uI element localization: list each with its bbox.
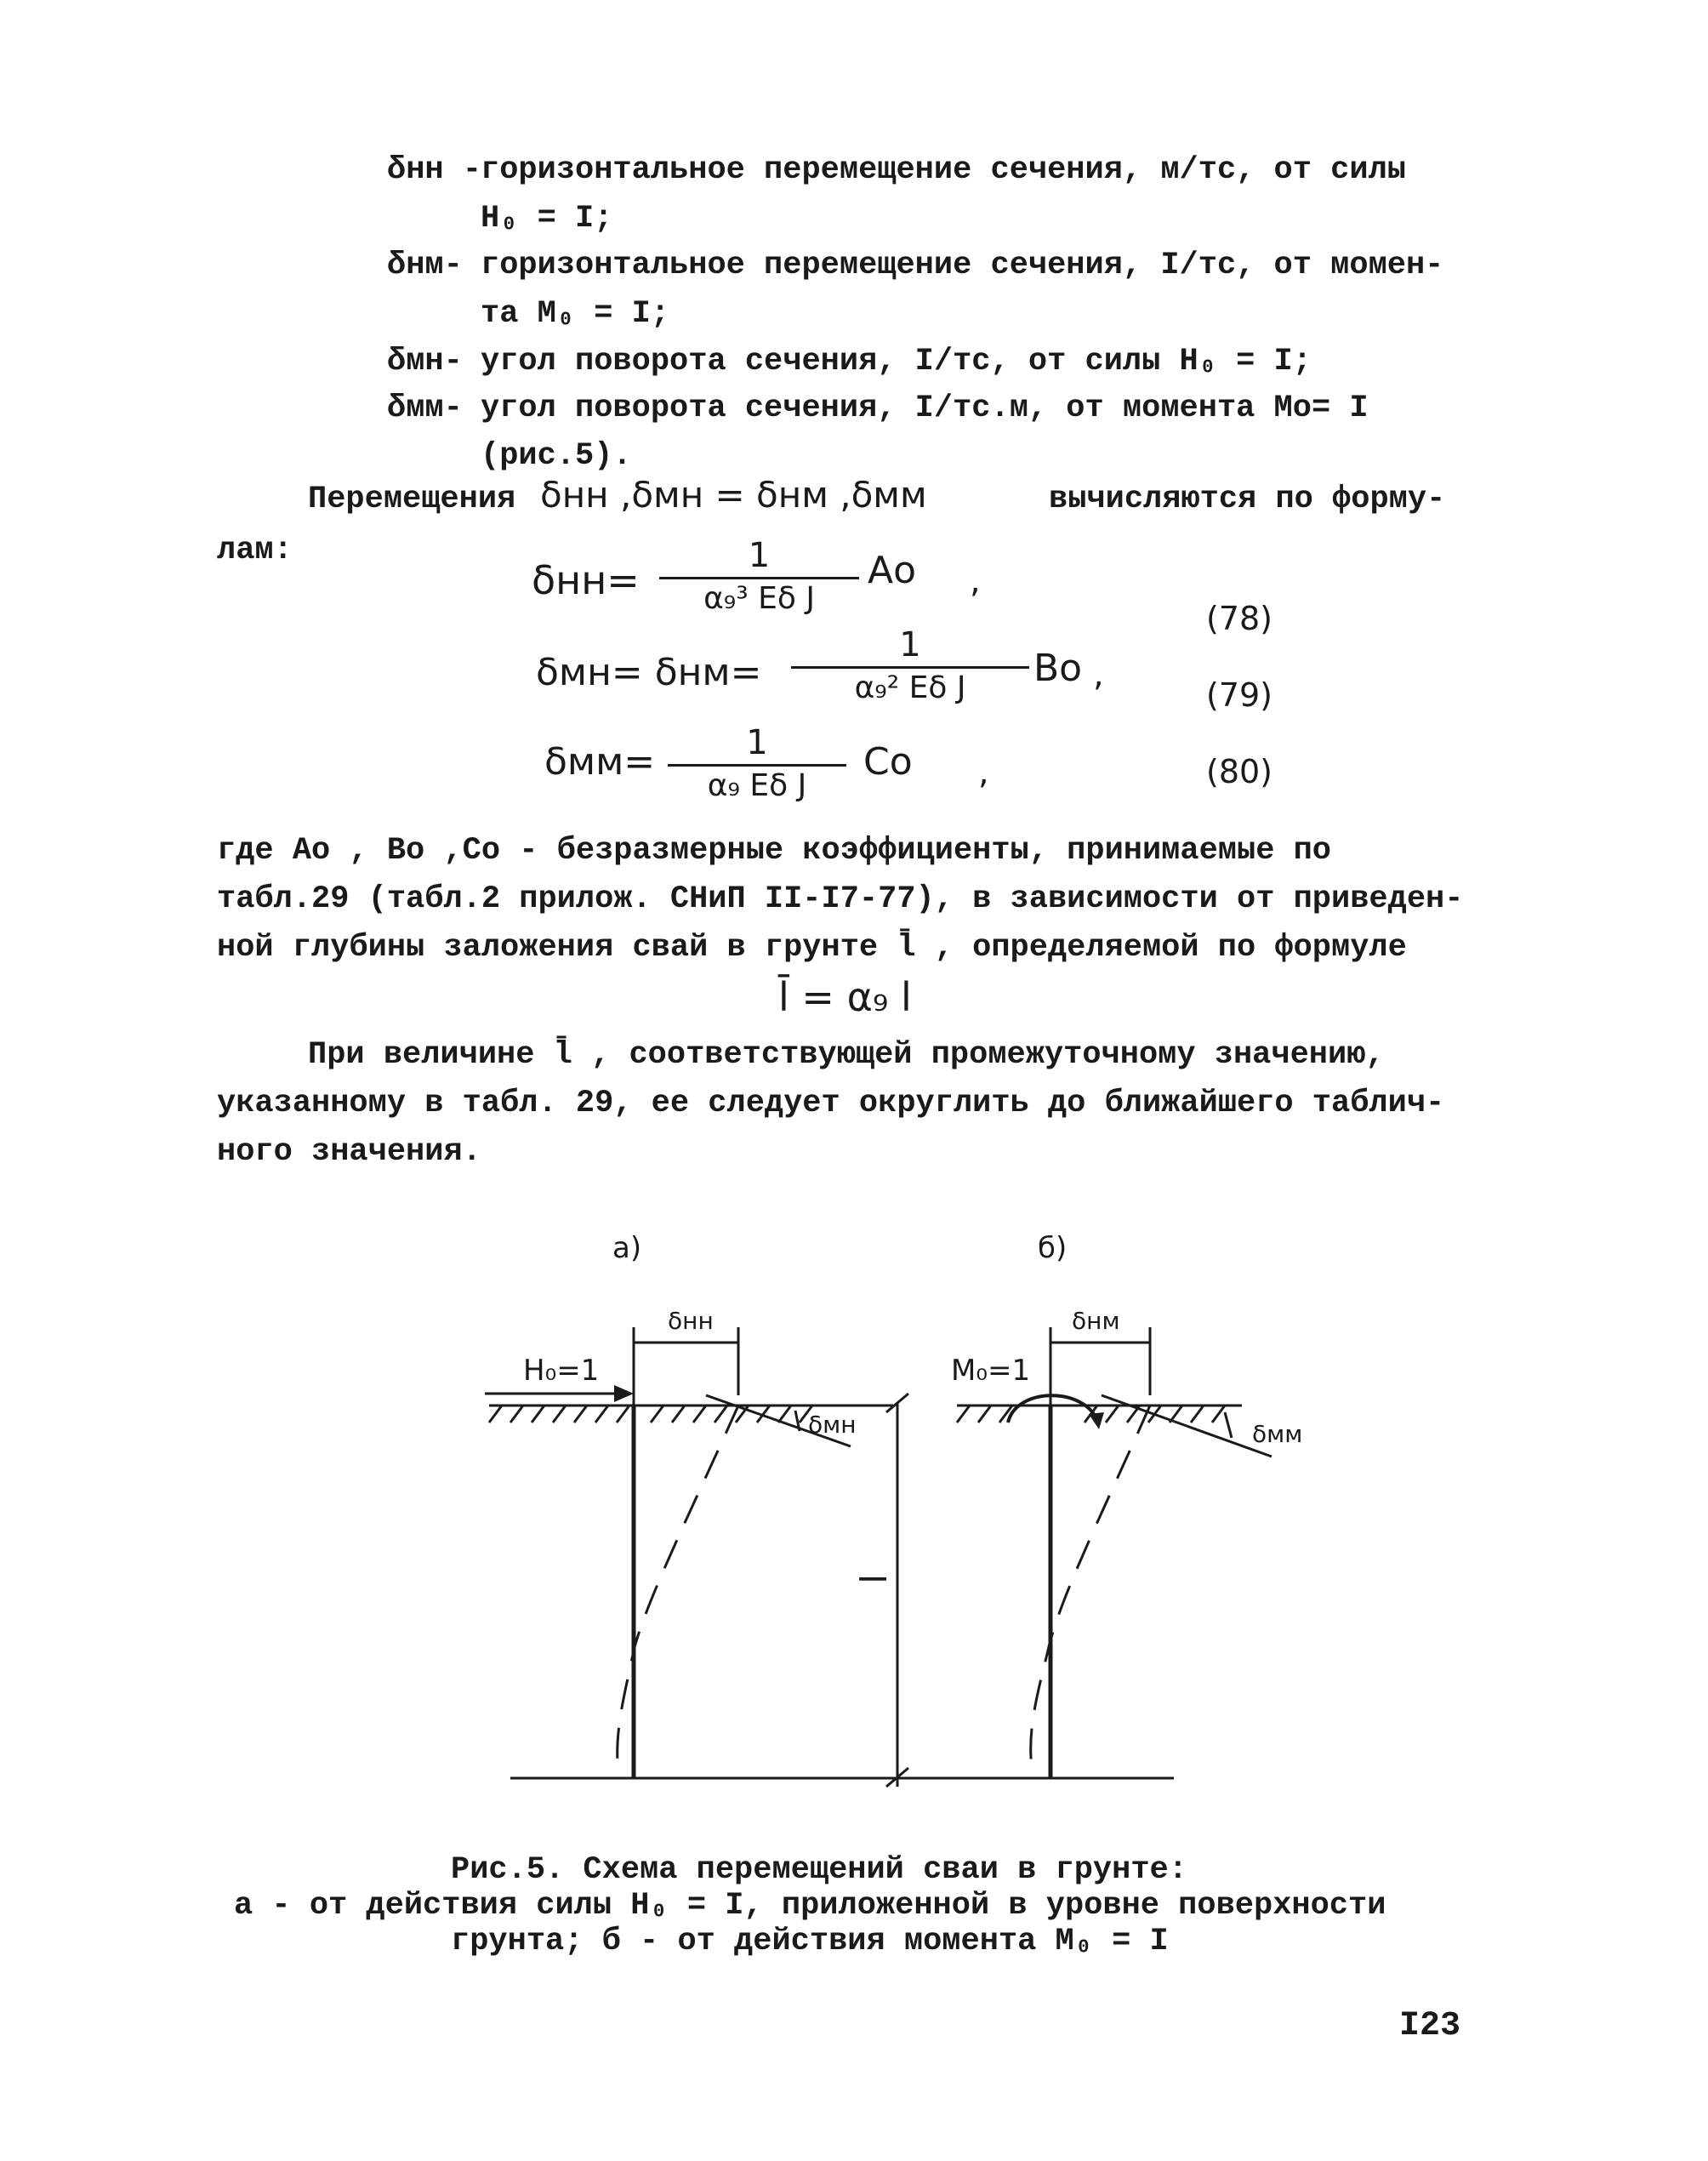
definition-2-symbol: δнм-: [387, 248, 463, 283]
formula-78-rhs: Aо: [868, 549, 917, 592]
figure-caption-line-1: Рис.5. Схема перемещений сваи в грунте:: [451, 1852, 1187, 1888]
intro-text-a: Перемещения: [308, 482, 516, 517]
formula-79-number: (79): [1206, 676, 1273, 714]
definition-2-text: горизонтальное перемещение сечения, I/тс, от момен-: [481, 248, 1444, 283]
formula-78-number: (78): [1206, 600, 1273, 637]
figure-label-a: a): [612, 1231, 642, 1265]
formula-l-bar: l̄ = α₉ l: [778, 974, 912, 1020]
figure-label-b: б): [1038, 1231, 1068, 1265]
definition-3-text: угол поворота сечения, I/тс, от силы H₀ = I;: [481, 344, 1312, 379]
formula-80-rhs: Cо: [863, 740, 913, 784]
para1-line-1: где Aо , Bо ,Cо - безразмерные коэффициенты, принимаемые по: [217, 833, 1332, 869]
intro-symbols: δнн ,δмн = δнм ,δмм: [540, 474, 927, 516]
figure-a-length-label: l: [851, 1574, 892, 1584]
para2-line-2: указанному в табл. 29, ее следует округлить до ближайшего таблич-: [217, 1086, 1445, 1121]
definition-1-cont: H₀ = I;: [481, 201, 613, 237]
formula-80-lhs: δмм=: [544, 740, 656, 784]
para2-line-1: При величине l̄ , соответствующей промежуточному значению,: [308, 1037, 1385, 1073]
definition-4-text: угол поворота сечения, I/тс.м, от момента Mо= I: [481, 391, 1369, 426]
formula-79-rhs: Bо: [1033, 647, 1083, 690]
formula-79-denominator: α₉² Eδ J: [854, 670, 966, 705]
formula-80-denominator: α₉ Eδ J: [707, 768, 807, 803]
figure-a-disp-label: δнн: [668, 1307, 714, 1335]
definition-2-cont: та M₀ = I;: [481, 296, 670, 332]
page-number: I23: [1399, 2007, 1461, 2045]
formula-80-numerator: 1: [746, 723, 768, 762]
definition-4-cont: (рис.5).: [481, 438, 632, 474]
formula-78-denominator: α₉³ Eδ J: [703, 581, 815, 616]
formula-78-comma: ,: [970, 562, 981, 601]
intro-text-line2: лам:: [217, 533, 293, 568]
figure-b-disp-label: δнм: [1072, 1307, 1120, 1335]
figure-a-force-arrowhead: [614, 1385, 634, 1402]
definition-4-symbol: δмм-: [387, 391, 463, 426]
para2-line-3: ного значения.: [217, 1134, 481, 1170]
figure-b-rot-label: δмм: [1252, 1420, 1303, 1448]
formula-79-lhs: δмн= δнм=: [536, 651, 762, 694]
figure-a-force-label: H₀=1: [523, 1354, 600, 1388]
para1-line-2: табл.29 (табл.2 прилож. СНиП II-I7-77), в зависимости от приведен-: [217, 881, 1464, 917]
formula-80-comma: ,: [978, 753, 989, 792]
figure-caption-line-2: а - от действия силы H₀ = I, приложенной в уровне поверхности: [234, 1888, 1386, 1924]
formula-78-lhs: δнн=: [532, 557, 640, 603]
formula-80-number: (80): [1206, 753, 1273, 790]
figure-b-moment-label: M₀=1: [951, 1354, 1031, 1388]
formula-78-numerator: 1: [748, 536, 771, 575]
definition-1-text: горизонтальное перемещение сечения, м/тс, от силы: [481, 152, 1406, 188]
intro-text-c: вычисляются по форму-: [1049, 482, 1446, 517]
definition-3-symbol: δмн-: [387, 344, 463, 379]
figure-b-moment-arrowhead: [1089, 1412, 1104, 1429]
para1-line-3: ной глубины заложения свай в грунте l̄ , определяемой по формуле: [217, 930, 1407, 966]
figure-a-rot-label: δмн: [808, 1411, 857, 1439]
formula-79-numerator: 1: [899, 625, 921, 664]
figure-caption-line-3: грунта; б - от действия момента M₀ = I: [451, 1924, 1169, 1959]
formula-79-comma: ,: [1093, 655, 1104, 694]
figure-a-hatching: [489, 1406, 812, 1423]
definition-1-symbol: δнн -: [387, 152, 482, 188]
